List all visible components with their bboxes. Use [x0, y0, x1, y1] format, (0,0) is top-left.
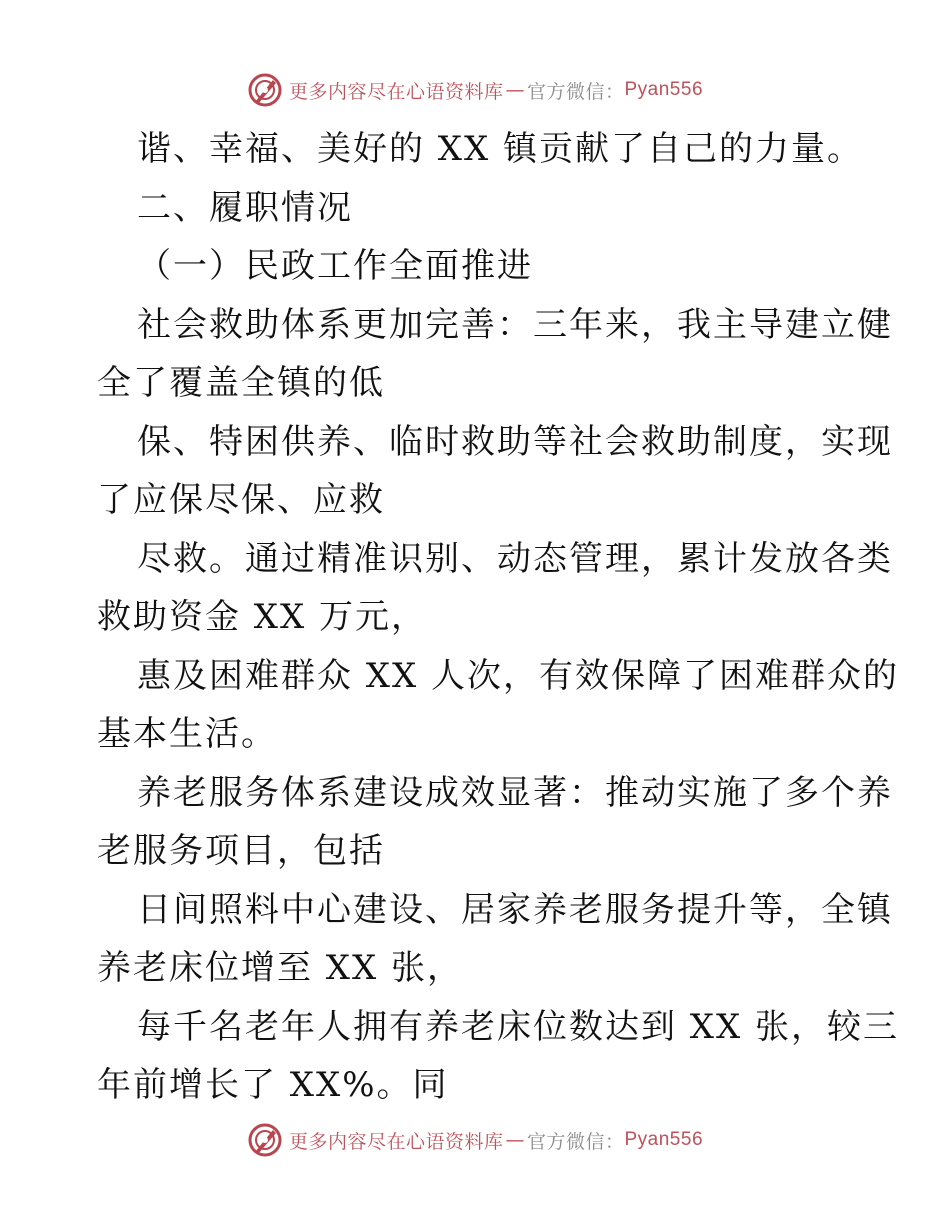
body-line: 养老床位增至 XX 张， [97, 948, 464, 988]
watermark-label: 官方微信： [526, 80, 625, 103]
section-heading: 二、履职情况 [137, 187, 353, 228]
watermark-label: 官方微信： [526, 1130, 625, 1153]
header-watermark [0, 70, 950, 110]
body-line: 日间照料中心建设、居家养老服务提升等，全镇 [137, 889, 893, 930]
body-line: 尽救。通过精准识别、动态管理，累计发放各类 [137, 538, 893, 579]
body-line: 每千名老年人拥有养老床位数达到 XX 张，较三 [137, 1006, 900, 1047]
body-line: 养老服务体系建设成效显著：推动实施了多个养 [137, 772, 893, 813]
body-line: 年前增长了 XX%。同 [97, 1065, 449, 1105]
watermark-dash: — [505, 79, 525, 101]
body-line: 惠及困难群众 XX 人次，有效保障了困难群众的 [137, 655, 900, 696]
quill-logo-icon [247, 1122, 283, 1158]
body-line: 老服务项目，包括 [97, 831, 385, 871]
body-line: 了应保尽保、应救 [97, 480, 385, 520]
watermark-dash: — [505, 1129, 525, 1151]
watermark-text: 更多内容尽在心语资料库 [288, 1130, 504, 1153]
footer-watermark [0, 1120, 950, 1160]
quill-logo-icon [247, 72, 283, 108]
watermark-wechat-id: Pyan556 [624, 79, 704, 100]
body-line: 谐、幸福、美好的 XX 镇贡献了自己的力量。 [137, 129, 864, 169]
body-line: 社会救助体系更加完善：三年来，我主导建立健 [137, 304, 893, 345]
watermark-wechat-id: Pyan556 [624, 1129, 704, 1150]
body-line: 救助资金 XX 万元， [97, 597, 428, 637]
body-line: 基本生活。 [97, 714, 277, 754]
subsection-heading: （一）民政工作全面推进 [137, 246, 533, 286]
document-body [97, 120, 900, 1115]
body-line: 保、特困供养、临时救助等社会救助制度，实现 [137, 421, 893, 462]
watermark-text: 更多内容尽在心语资料库 [288, 80, 504, 103]
body-line: 全了覆盖全镇的低 [97, 363, 385, 403]
